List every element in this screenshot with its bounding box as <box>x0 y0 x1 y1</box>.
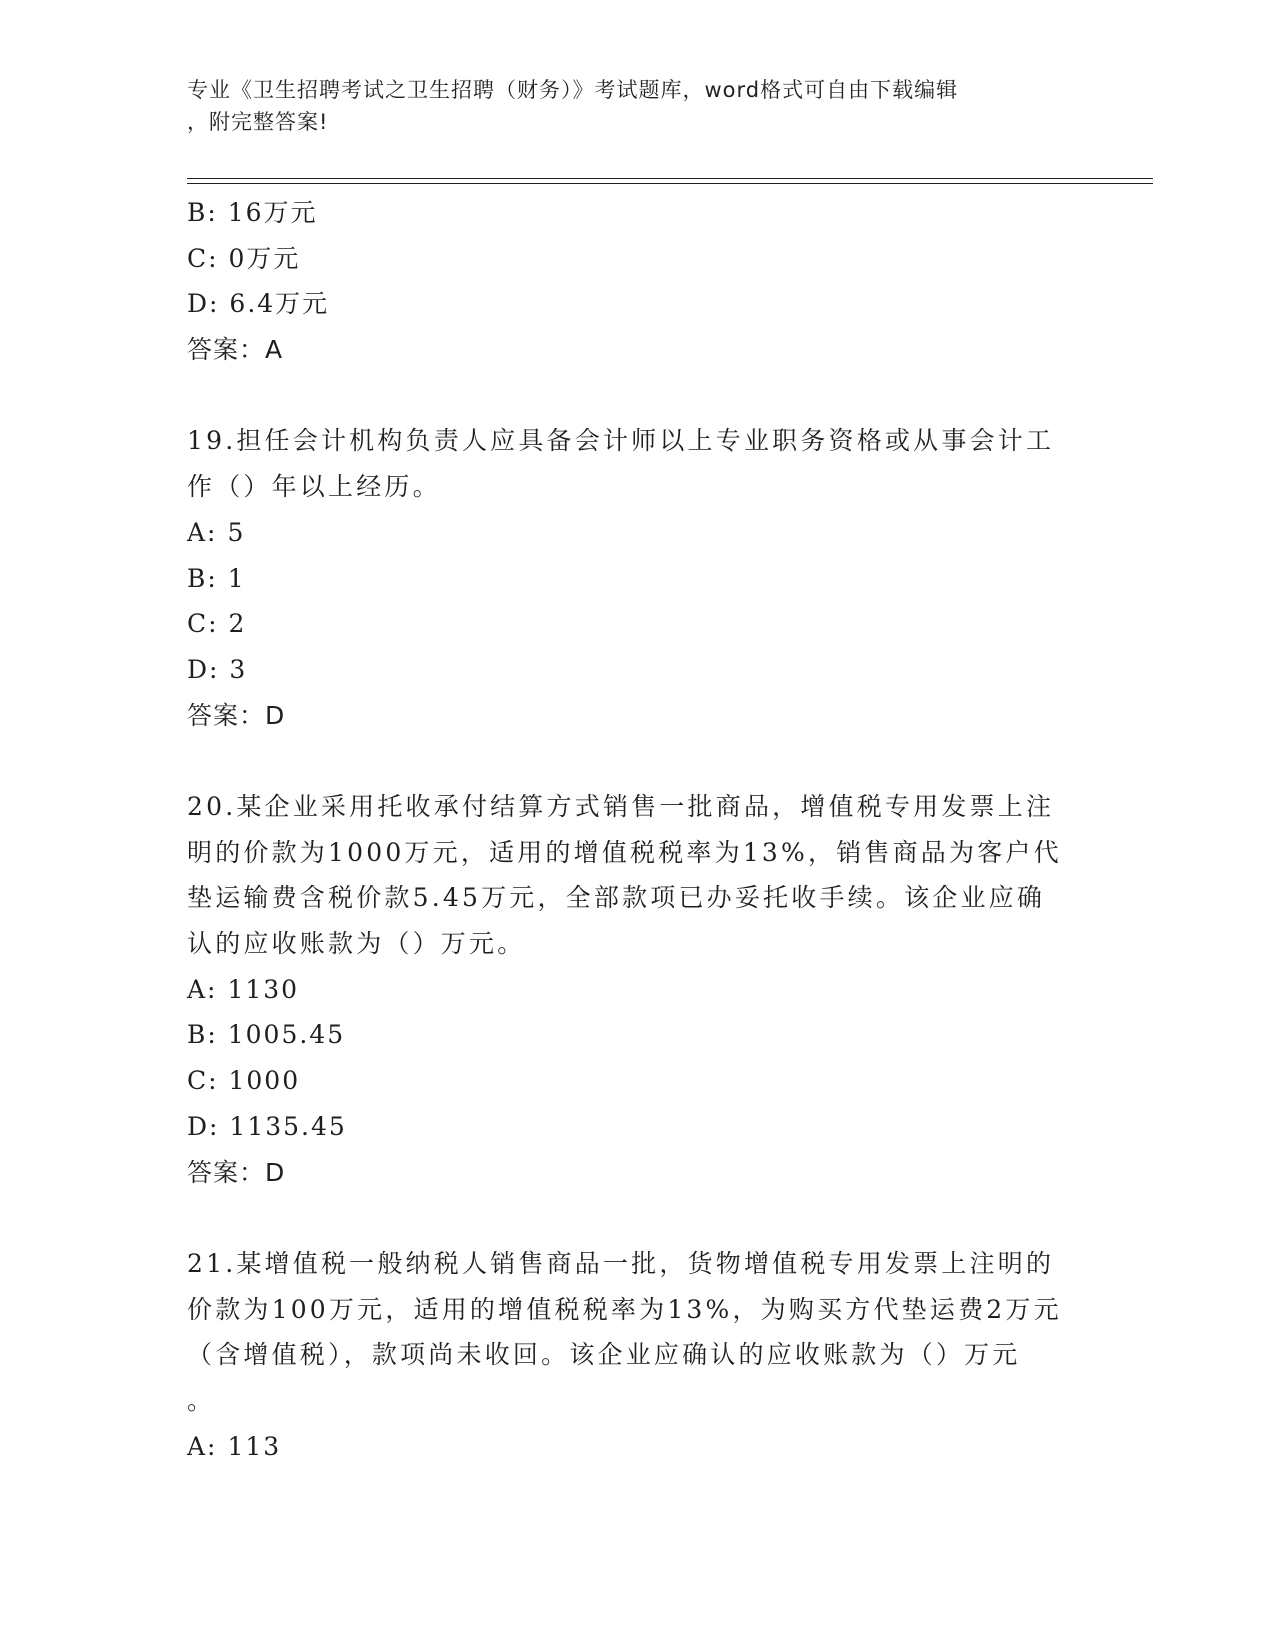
answer-line: 答案：A <box>187 335 284 365</box>
spacer <box>187 373 1087 419</box>
question-19 <box>187 418 1087 738</box>
header-divider-top <box>187 178 1153 179</box>
option-d: D: 1135.45 <box>187 1111 347 1141</box>
option-a: A: 113 <box>187 1431 282 1461</box>
option-d: D: 3 <box>187 654 248 684</box>
option-a: A: 1130 <box>187 974 300 1004</box>
question-18-tail <box>187 190 1087 373</box>
question-text: 21.某增值税一般纳税人销售商品一批，货物增值税专用发票上注明的 价款为100万元，适用的增值税税率为13%，为购买方代垫运费2万元 （含增值税），款项尚未收回。该企业应确认的应收账款为（）万元 。 <box>187 1248 1062 1416</box>
option-c: C: 1000 <box>187 1066 301 1096</box>
document-header <box>187 74 1067 138</box>
option-c: C: 2 <box>187 609 247 639</box>
option-b: B: 1005.45 <box>187 1020 346 1050</box>
option-b: B: 1 <box>187 563 246 593</box>
question-21 <box>187 1241 1087 1470</box>
spacer <box>187 738 1087 784</box>
option-c: C: 0万元 <box>187 243 301 273</box>
option-b: B: 16万元 <box>187 198 318 227</box>
answer-line: 答案：D <box>187 700 286 730</box>
option-d: D: 6.4万元 <box>187 289 330 319</box>
header-line-2: ，附完整答案! <box>187 110 329 134</box>
header-line-1: 专业《卫生招聘考试之卫生招聘（财务）》考试题库，word格式可自由下载编辑 <box>187 78 959 102</box>
question-list <box>187 190 1087 1469</box>
spacer <box>187 1195 1087 1241</box>
question-text: 20.某企业采用托收承付结算方式销售一批商品，增值税专用发票上注 明的价款为1000万元，适用的增值税税率为13%，销售商品为客户代 垫运输费含税价款5.45万元，全部款项已办妥托收手续。该企业应确 认的应收账款为（）万元。 <box>187 791 1062 959</box>
option-a: A: 5 <box>187 517 246 547</box>
answer-line: 答案：D <box>187 1157 286 1187</box>
question-text: 19.担任会计机构负责人应具备会计师以上专业职务资格或从事会计工 作（）年以上经历。 <box>187 426 1055 502</box>
header-divider-bottom <box>187 183 1153 184</box>
question-20 <box>187 784 1087 1195</box>
